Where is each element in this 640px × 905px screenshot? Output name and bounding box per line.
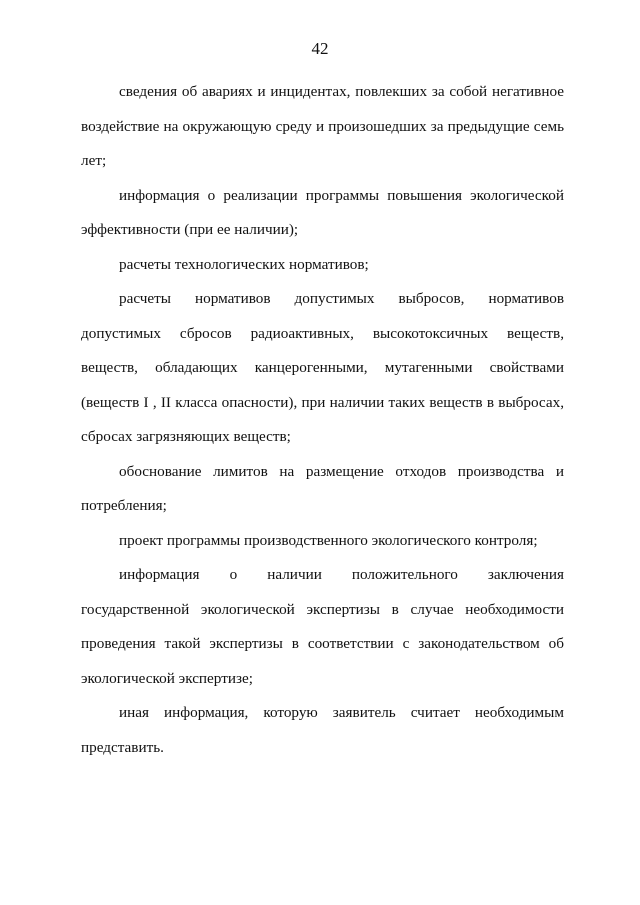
paragraph-control-program: проект программы производственного экологического контроля; bbox=[119, 531, 538, 549]
page-number: 42 bbox=[311, 39, 329, 58]
paragraph-waste-limits: обоснование лимитов на размещение отходов производства и потребления; bbox=[81, 462, 564, 514]
document-body bbox=[81, 75, 564, 765]
paragraph-emission-standards: расчеты нормативов допустимых выбросов, нормативов допустимых сбросов радиоактивных, высокотоксичных веществ, веществ, обладающих канцерогенными, мутагенными свойствами (веществ I , II класса опасности), при наличии таких веществ в выбросах, сбросах загрязняющих веществ; bbox=[81, 290, 564, 445]
paragraph-accident-info: сведения об авариях и инцидентах, повлекших за собой негативное воздействие на окружающую среду и произошедших за предыдущие семь лет; bbox=[81, 83, 564, 169]
paragraph-other-info: иная информация, которую заявитель считает необходимым представить. bbox=[81, 704, 564, 756]
paragraph-expertise-conclusion: информация о наличии положительного заключения государственной экологической экспертизы в случае необходимости проведения такой экспертизы в соответствии с законодательством об экологической экспертизе; bbox=[81, 566, 564, 687]
paragraph-tech-standards: расчеты технологических нормативов; bbox=[119, 255, 369, 273]
paragraph-eco-program-info: информация о реализации программы повышения экологической эффективности (при ее наличии); bbox=[81, 186, 564, 238]
